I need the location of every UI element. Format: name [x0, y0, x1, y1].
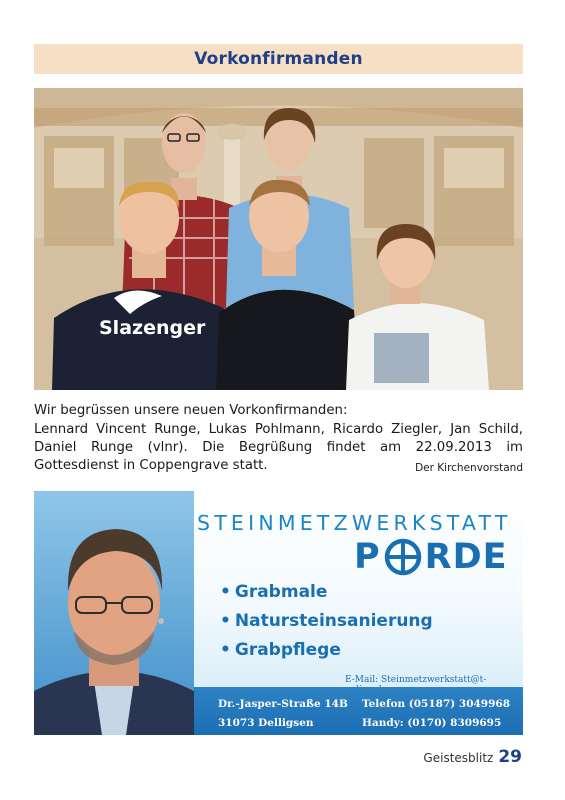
group-photo-illustration	[34, 88, 523, 390]
page-footer	[423, 747, 522, 767]
service-item: • Natursteinsanierung	[220, 611, 433, 631]
shirt-text: Slazenger	[99, 317, 206, 339]
group-photo	[34, 88, 523, 390]
postal-address	[218, 695, 348, 733]
caption-names: Lennard Vincent Runge, Lukas Pohlmann, Ricardo Ziegler, Jan Schild, Daniel Runge (vlnr). Die Begrüßung findet am 22.09.2013 im Gottesdienst in Coppengrave statt.	[34, 422, 523, 473]
city: 31073 Delligsen	[218, 717, 314, 729]
bullet-icon: •	[220, 582, 231, 602]
photo-intro: Wir begrüssen unsere neuen Vorkonfirmanden:	[34, 403, 348, 418]
service-item: • Grabmale	[220, 582, 328, 602]
company-name: STEINMETZWERKSTATT	[197, 511, 512, 535]
street: Dr.-Jasper-Straße 14B	[218, 698, 348, 710]
section-title: Vorkonfirmanden	[194, 49, 363, 69]
stonemason-advertisement	[34, 491, 523, 735]
brand-letter-p: P	[354, 537, 381, 577]
contact-bar	[194, 687, 523, 735]
compass-cross-icon	[384, 538, 422, 576]
bullet-icon: •	[220, 640, 231, 660]
brand-logo	[354, 539, 508, 575]
section-title-bar	[34, 44, 523, 74]
brand-letters-rde: RDE	[424, 537, 508, 577]
page-number: 29	[498, 747, 522, 767]
phone: Telefon (05187) 3049968	[362, 698, 511, 710]
email-address: E-Mail: Steinmetzwerkstatt@t-	[345, 675, 487, 685]
photo-caption	[34, 421, 523, 477]
owner-portrait	[34, 491, 194, 735]
service-item: • Grabpflege	[220, 640, 341, 660]
caption-signature: Der Kirchenvorstand	[415, 462, 523, 474]
bullet-icon: •	[220, 611, 231, 631]
magazine-name: Geistesblitz	[423, 751, 494, 765]
mobile: Handy: (0170) 8309695	[362, 717, 502, 729]
phone-numbers	[362, 695, 510, 733]
services-list	[220, 582, 433, 669]
